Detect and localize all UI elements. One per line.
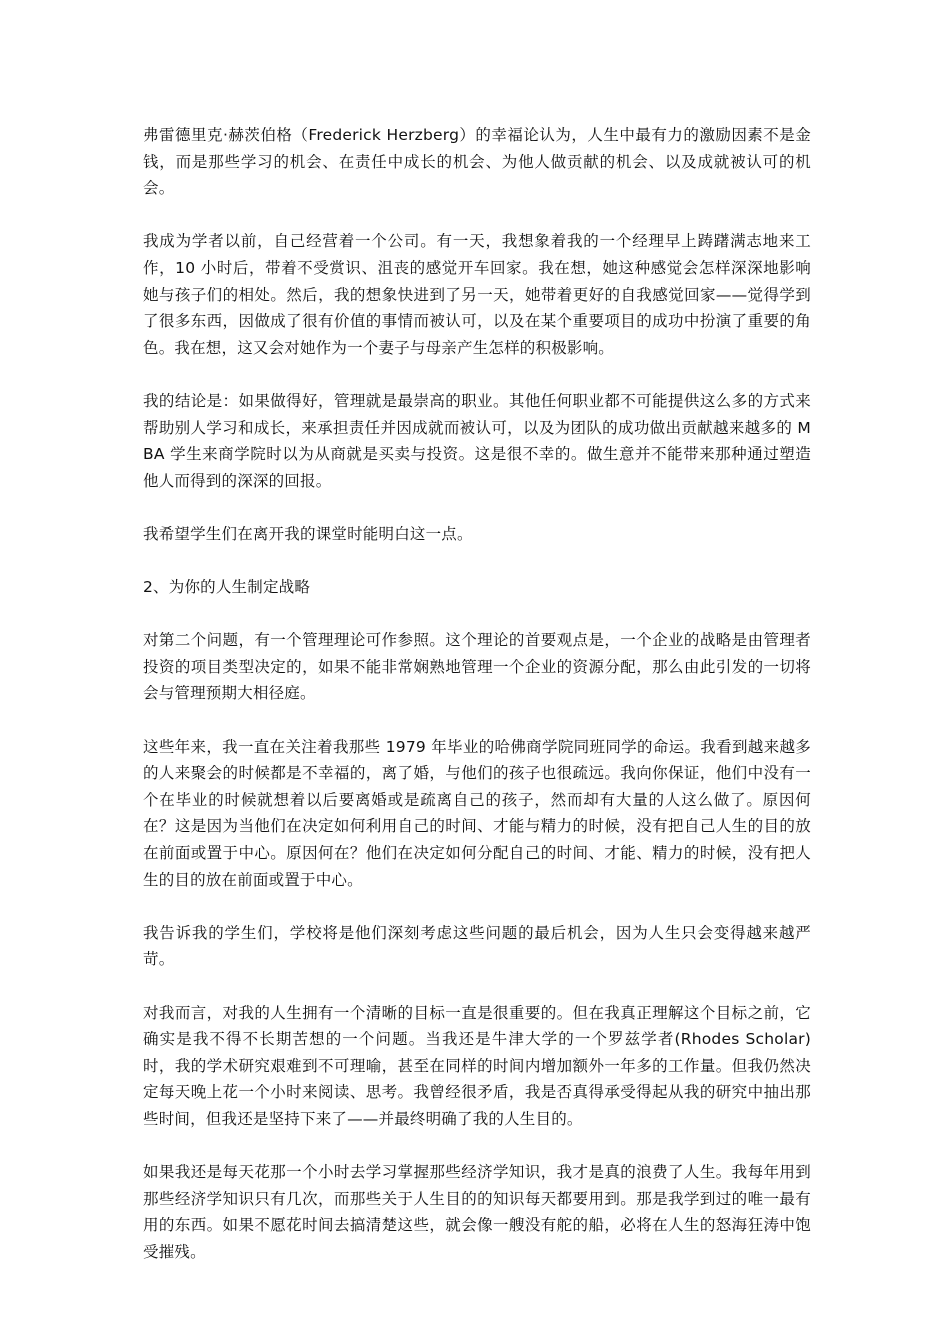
paragraph-classmates-fate: 这些年来，我一直在关注着我那些 1979 年毕业的哈佛商学院同班同学的命运。我看到越来越多的人来聚会的时候都是不幸福的，离了婚，与他们的孩子也很疏远。我向你保证，他们中没有一个在毕业的时候就想着以后要离婚或是疏离自己的孩子，然而却有大量的人这么做了。原因何在？这是因为当他们在决定如何利用自己的时间、才能与精力的时候，没有把自己人生的目的放在前面或置于中心。原因何在？他们在决定如何分配自己的时间、才能、精力的时候，没有把人生的目的放在前面或置于中心。 — [143, 737, 811, 889]
paragraph-herzberg-theory: 弗雷德里克·赫茨伯格（Frederick Herzberg）的幸福论认为，人生中最有力的激励因素不是金钱，而是那些学习的机会、在责任中成长的机会、为他人做贡献的机会、以及成就被认可的机会。 — [143, 126, 811, 198]
paragraph-management-theory: 对第二个问题，有一个管理理论可作参照。这个理论的首要观点是，一个企业的战略是由管理者投资的项目类型决定的，如果不能非常娴熟地管理一个企业的资源分配，那么由此引发的一切将会与管理预期大相径庭。 — [143, 631, 811, 703]
paragraph-last-chance: 我告诉我的学生们，学校将是他们深刻考虑这些问题的最后机会，因为人生只会变得越来越严苛。 — [143, 923, 811, 969]
paragraph-management-conclusion: 我的结论是：如果做得好，管理就是最崇高的职业。其他任何职业都不可能提供这么多的方式来帮助别人学习和成长，来承担责任并因成就而被认可，以及为团队的成功做出贡献越来越多的 MBA 学生来商学院时以为从商就是买卖与投资。这是很不幸的。做生意并不能带来那种通过塑造他人而得到的深深的回报。 — [143, 391, 811, 490]
document-body — [143, 122, 811, 1292]
paragraph-economics-knowledge: 如果我还是每天花那一个小时去学习掌握那些经济学知识，我才是真的浪费了人生。我每年用到那些经济学知识只有几次，而那些关于人生目的的知识每天都要用到。那是我学到过的唯一最有用的东西。如果不愿花时间去搞清楚这些，就会像一艘没有舵的船，必将在人生的怒海狂涛中饱受摧残。 — [143, 1163, 811, 1261]
section-heading-life-strategy: 2、为你的人生制定战略 — [143, 578, 311, 597]
paragraph-clear-purpose: 对我而言，对我的人生拥有一个清晰的目标一直是很重要的。但在我真正理解这个目标之前，它确实是我不得不长期苦想的一个问题。当我还是牛津大学的一个罗兹学者(Rhodes Scholar)时，我的学术研究艰难到不可理喻，甚至在同样的时间内增加额外一年多的工作量。但我仍然决定每天晚上花一个小时来阅读、思考。我曾经很矛盾，我是否真得承受得起从我的研究中抽出那些时间，但我还是坚持下来了——并最终明确了我的人生目的。 — [143, 1003, 811, 1128]
paragraph-hope-for-students: 我希望学生们在离开我的课堂时能明白这一点。 — [143, 524, 473, 543]
paragraph-manager-story: 我成为学者以前，自己经营着一个公司。有一天，我想象着我的一个经理早上踌躇满志地来工作，10 小时后，带着不受赏识、沮丧的感觉开车回家。我在想，她这种感觉会怎样深深地影响她与孩子们的相处。然后，我的想象快进到了另一天，她带着更好的自我感觉回家——觉得学到了很多东西，因做成了很有价值的事情而被认可，以及在某个重要项目的成功中扮演了重要的角色。我在想，这又会对她作为一个妻子与母亲产生怎样的积极影响。 — [143, 232, 811, 357]
